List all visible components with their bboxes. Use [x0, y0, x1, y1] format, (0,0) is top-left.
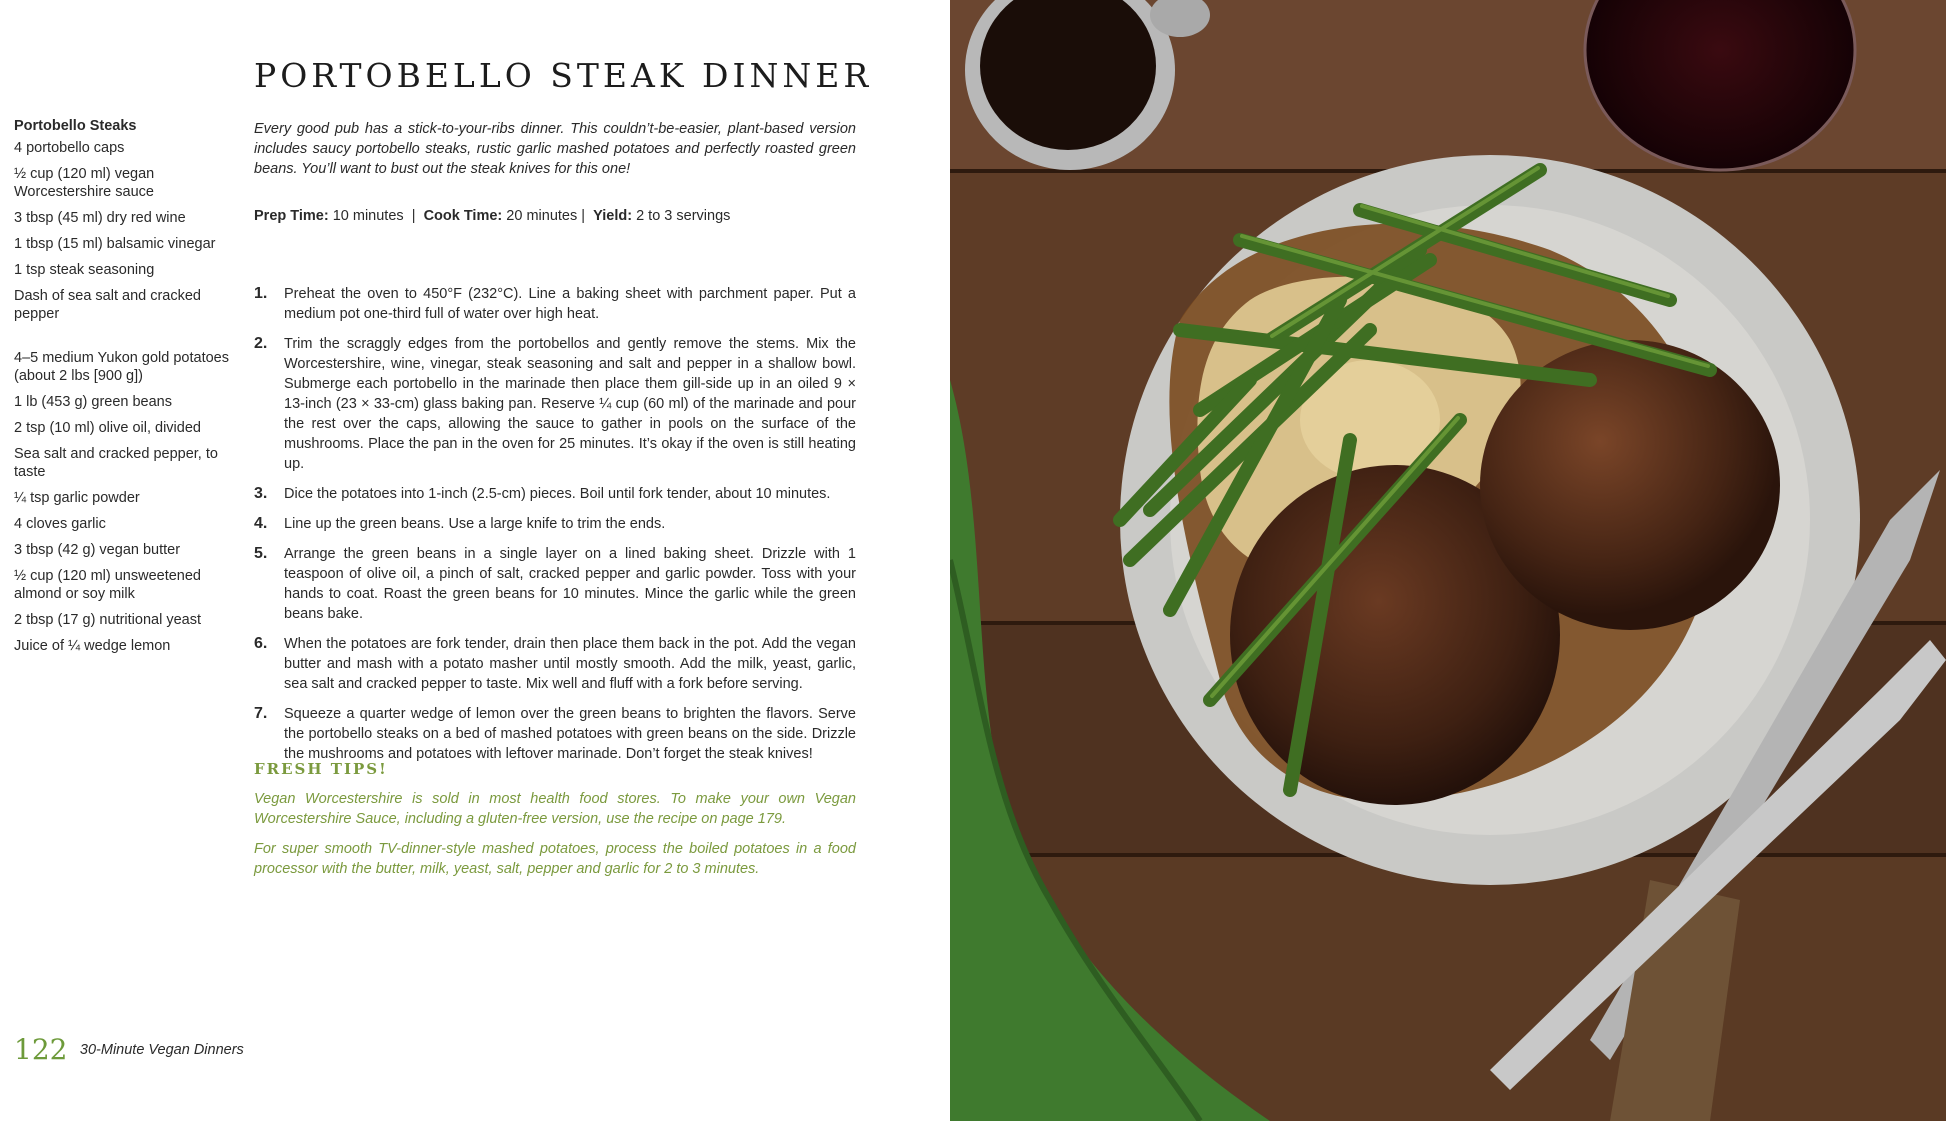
ingredient-item: Juice of ¼ wedge lemon	[14, 638, 171, 654]
ingredient-item: Dash of sea salt and cracked pepper	[14, 288, 201, 322]
ingredient-item: 4 portobello caps	[14, 140, 125, 156]
instruction-step	[254, 704, 856, 764]
step-text: Arrange the green beans in a single layer on a lined baking sheet. Drizzle with 1 teaspoon of olive oil, a pinch of salt, cracked pepper and garlic powder. Toss with your hands to coat. Roast the green beans for 10 minutes. Mince the garlic while the green beans bake.	[284, 546, 856, 622]
step-number: 7.	[254, 705, 268, 722]
step-number: 5.	[254, 545, 268, 562]
page-number: 122	[14, 1033, 68, 1066]
page-footer	[14, 1033, 244, 1066]
cook-time-value: 20 minutes	[506, 208, 578, 224]
yield-value: 2 to 3 servings	[636, 208, 731, 224]
portobello-dinner-photo	[950, 0, 1946, 1121]
instruction-step	[254, 334, 856, 474]
step-number: 4.	[254, 515, 268, 532]
step-number: 1.	[254, 285, 268, 302]
portobello-mushroom	[1480, 340, 1780, 630]
food-photo	[950, 0, 1946, 1121]
ingredient-item: Sea salt and cracked pepper, to taste	[14, 446, 218, 480]
step-text: Preheat the oven to 450°F (232°C). Line a baking sheet with parchment paper. Put a medium pot one-third full of water over high heat.	[284, 286, 856, 322]
ingredient-item: ¼ tsp garlic powder	[14, 490, 140, 506]
tips-heading: FRESH TIPS!	[254, 760, 388, 778]
meta-separator: |	[581, 208, 586, 224]
prep-time-value: 10 minutes	[332, 208, 404, 224]
ingredient-item: ½ cup (120 ml) vegan Worcestershire sauce	[14, 166, 155, 200]
recipe-page	[0, 0, 950, 1121]
ingredient-item: 3 tbsp (42 g) vegan butter	[14, 542, 181, 558]
ingredient-item: 4–5 medium Yukon gold potatoes (about 2 lbs [900 g])	[14, 350, 229, 384]
step-text: When the potatoes are fork tender, drain then place them back in the pot. Add the vegan butter and mash with a potato masher until mostly smooth. Add the milk, yeast, garlic, sea salt and cracked pepper to taste. Mix well and fluff with a fork before serving.	[284, 636, 856, 692]
ingredients-column	[14, 117, 240, 663]
recipe-title: PORTOBELLO STEAK DINNER	[254, 56, 873, 95]
instruction-step	[254, 484, 856, 504]
instruction-step	[254, 634, 856, 694]
step-text: Squeeze a quarter wedge of lemon over the green beans to brighten the flavors. Serve the portobello steaks on a bed of mashed potatoes with green beans on the side. Drizzle the mushrooms and potatoes with leftover marinade. Don’t forget the steak knives!	[284, 706, 856, 762]
step-number: 2.	[254, 335, 268, 352]
step-number: 3.	[254, 485, 268, 502]
ingredient-item: 3 tbsp (45 ml) dry red wine	[14, 210, 186, 226]
tip-text: For super smooth TV-dinner-style mashed potatoes, process the boiled potatoes in a food processor with the butter, milk, yeast, salt, pepper and garlic for 2 to 3 minutes.	[254, 841, 856, 877]
ingredient-item: 1 lb (453 g) green beans	[14, 394, 172, 410]
ingredients-heading: Portobello Steaks	[14, 118, 137, 134]
ingredients-list	[14, 139, 240, 655]
instruction-step	[254, 284, 856, 324]
tip-text: Vegan Worcestershire is sold in most health food stores. To make your own Vegan Worcestershire Sauce, including a gluten-free version, use the recipe on page 179.	[254, 791, 856, 827]
step-text: Line up the green beans. Use a large knife to trim the ends.	[284, 516, 666, 532]
step-text: Dice the potatoes into 1-inch (2.5-cm) pieces. Boil until fork tender, about 10 minutes.	[284, 486, 831, 502]
ingredient-item: 1 tbsp (15 ml) balsamic vinegar	[14, 236, 216, 252]
yield-label: Yield:	[593, 208, 633, 224]
meta-separator: |	[411, 208, 416, 224]
ingredient-item: 2 tsp (10 ml) olive oil, divided	[14, 420, 201, 436]
ingredient-item: ½ cup (120 ml) unsweetened almond or soy milk	[14, 568, 201, 602]
instructions-list	[254, 284, 856, 774]
book-title: 30-Minute Vegan Dinners	[79, 1041, 244, 1058]
ingredient-item: 2 tbsp (17 g) nutritional yeast	[14, 612, 201, 628]
instruction-step	[254, 514, 856, 534]
step-text: Trim the scraggly edges from the portobellos and gently remove the stems. Mix the Worcestershire, wine, vinegar, steak seasoning and salt and pepper in a shallow bowl. Submerge each portobello in the marinade then place them gill-side up in an oiled 9 × 13-inch (23 × 33-cm) glass baking pan. Reserve ¼ cup (60 ml) of the marinade and pour the rest over the caps, allowing the sauce to gather in pools on the surface of the mushrooms. Place the pan in the oven for 25 minutes. It’s okay if the oven is still heating up.	[284, 336, 856, 472]
instruction-step	[254, 544, 856, 624]
ingredient-item: 1 tsp steak seasoning	[14, 262, 155, 278]
step-number: 6.	[254, 635, 268, 652]
prep-time-label: Prep Time:	[254, 208, 329, 224]
cook-time-label: Cook Time:	[423, 208, 503, 224]
recipe-intro: Every good pub has a stick-to-your-ribs dinner. This couldn’t-be-easier, plant-based version includes saucy portobello steaks, rustic garlic mashed potatoes and perfectly roasted green beans. You’ll want to bust out the steak knives for this one!	[254, 121, 856, 177]
recipe-meta	[254, 208, 730, 224]
ingredient-item: 4 cloves garlic	[14, 516, 106, 532]
